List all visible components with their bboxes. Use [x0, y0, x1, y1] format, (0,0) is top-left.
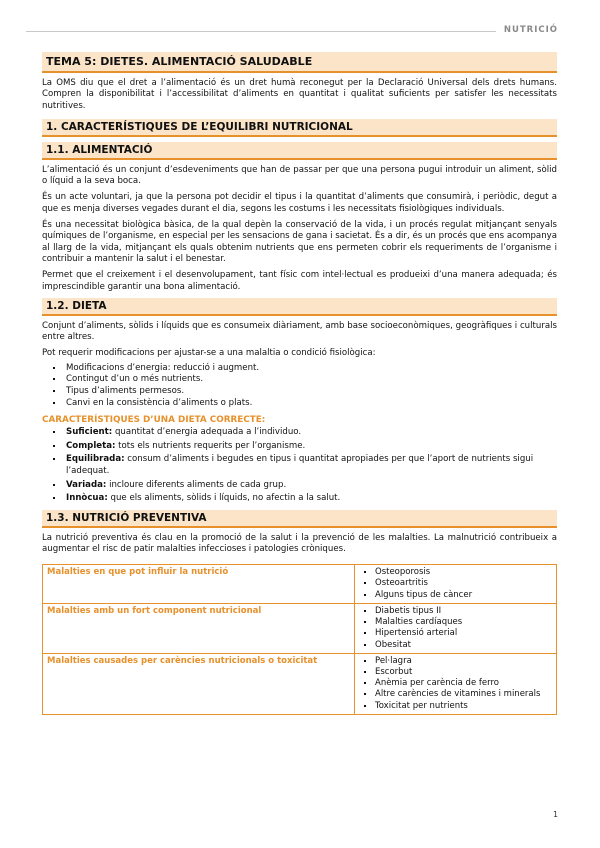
- list-item: [64, 427, 557, 439]
- table-row-items: [355, 653, 557, 714]
- page-title: TEMA 5: DIETES. ALIMENTACIÓ SALUDABLE: [42, 52, 557, 73]
- list-item: [64, 493, 557, 505]
- subsection-heading-1-3: 1.3. NUTRICIÓ PREVENTIVA: [42, 510, 557, 528]
- header-section-label: NUTRICIÓ: [503, 25, 558, 35]
- characteristic-term: Completa:: [66, 440, 116, 451]
- alimentacio-paragraph: És un acte voluntari, ja que la persona pot decidir el tipus i la quantitat d’aliments que consumirà, i periòdic, degut a que es menja diverses vegades durant el dia, segons les costums i les necessitats fisiològiques individuals.: [42, 192, 557, 214]
- list-item: ▪ Altre carències de vitamines i minerals: [375, 689, 552, 700]
- characteristic-desc: que els aliments, sòlids i líquids, no afectin a la salut.: [107, 493, 341, 504]
- characteristic-term: Variada:: [66, 479, 107, 490]
- characteristics-list: [42, 427, 557, 505]
- page-header: [0, 0, 600, 40]
- table-row-label: Malalties en que pot influir la nutrició: [43, 565, 355, 604]
- header-rule: [26, 31, 496, 32]
- characteristic-term: Equilibrada:: [66, 454, 125, 465]
- modifications-list: [42, 363, 557, 409]
- list-item: ▪ Modificacions d’energia: reducció i augment.: [64, 363, 557, 375]
- characteristic-desc: tots els nutrients requerits per l’organisme.: [115, 440, 306, 451]
- alimentacio-paragraph: Permet que el creixement i el desenvolupament, tant físic com intel·lectual es produeixi d’una manera adequada; és imprescindible garantir una bona alimentació.: [42, 270, 557, 292]
- nutricio-preventiva-paragraph: La nutrició preventiva és clau en la promoció de la salut i la prevenció de les malalties. La malnutrició contribueix a augmentar el risc de patir malalties infeccioses i patologies cròniques.: [42, 532, 557, 554]
- subsection-heading-1-2: 1.2. DIETA: [42, 298, 557, 316]
- list-item: ▪ Osteoporosis: [375, 567, 552, 578]
- table-row: [43, 565, 557, 604]
- list-item: ▪ Hipertensió arterial: [375, 628, 552, 639]
- document-body: [42, 52, 557, 715]
- list-item: ▪ Pel·lagra: [375, 656, 552, 667]
- page-number: 1: [553, 810, 559, 819]
- characteristics-heading: CARACTERÍSTIQUES D’UNA DIETA CORRECTE:: [42, 415, 266, 426]
- subsection-heading-1-1: 1.1. ALIMENTACIÓ: [42, 142, 557, 160]
- characteristic-term: Suficient:: [66, 427, 113, 438]
- table-row-items: [355, 603, 557, 653]
- table-row: [43, 603, 557, 653]
- dieta-paragraph: Pot requerir modificacions per ajustar-se a una malaltia o condició fisiològica:: [42, 348, 376, 359]
- table-row-label: Malalties causades per carències nutricionals o toxicitat: [43, 653, 355, 714]
- list-item: ▪ Toxicitat per nutrients: [375, 701, 552, 712]
- characteristic-desc: quantitat d’energia adequada a l’individuo.: [112, 427, 302, 438]
- list-item: ▪ Alguns tipus de càncer: [375, 590, 552, 601]
- section-heading-1: 1. CARACTERÍSTIQUES DE L’EQUILIBRI NUTRICIONAL: [42, 119, 557, 137]
- table-row: [43, 653, 557, 714]
- list-item: ▪ Obesitat: [375, 640, 552, 651]
- list-item: ▪ Contingut d’un o més nutrients.: [64, 374, 557, 386]
- table-row-label: Malalties amb un fort component nutricional: [43, 603, 355, 653]
- diseases-table: [42, 564, 557, 714]
- characteristic-desc: incloure diferents aliments de cada grup.: [106, 479, 287, 490]
- list-item: ▪ Anèmia per carència de ferro: [375, 678, 552, 689]
- list-item: ▪ Canvi en la consistència d’aliments o plats.: [64, 398, 557, 410]
- list-item: ▪ Diabetis tipus II: [375, 606, 552, 617]
- list-item: ▪ Malalties cardíaques: [375, 617, 552, 628]
- table-row-items: [355, 565, 557, 604]
- intro-paragraph: La OMS diu que el dret a l’alimentació és un dret humà reconegut per la Declaració Universal dels drets humans. Compren la disponibilitat i l’accessibilitat d’aliments en quantitat i qualitat suficients per satisfer les necessitats nutritives.: [42, 78, 557, 111]
- list-item: ▪ Tipus d’aliments permesos.: [64, 386, 557, 398]
- alimentacio-paragraph: L’alimentació és un conjunt d’esdeveniments que han de passar per que una persona pugui introduir un aliment, sòlid o líquid a la seva boca.: [42, 164, 557, 187]
- list-item: [64, 480, 557, 492]
- list-item: ▪ Escorbut: [375, 667, 552, 678]
- list-item: [64, 441, 557, 453]
- characteristic-desc: consum d’aliments i begudes en tipus i quantitat apropiades per que l’aport de nutrients sigui l’adequat.: [66, 454, 534, 476]
- characteristic-term: Innòcua:: [66, 493, 108, 504]
- alimentacio-paragraph: És una necessitat biològica bàsica, de la qual depèn la conservació de la vida, i un procés regulat mitjançant senyals químiques de l’organisme, en especial per les sensacions de gana i sacietat. És a dir, és un procés que ens acompanya al llarg de la vida, mitjançant els quals obtenim nutrients que ens permeten cobrir els requeriments de l’organisme i contribuir a mantenir la salut i el benestar.: [42, 220, 557, 264]
- list-item: [64, 454, 557, 477]
- list-item: ▪ Osteoartritis: [375, 578, 552, 589]
- dieta-paragraph: Conjunt d’aliments, sòlids i líquids que es consumeix diàriament, amb base socioeconòmiques, geogràfiques i culturals entre altres.: [42, 320, 557, 343]
